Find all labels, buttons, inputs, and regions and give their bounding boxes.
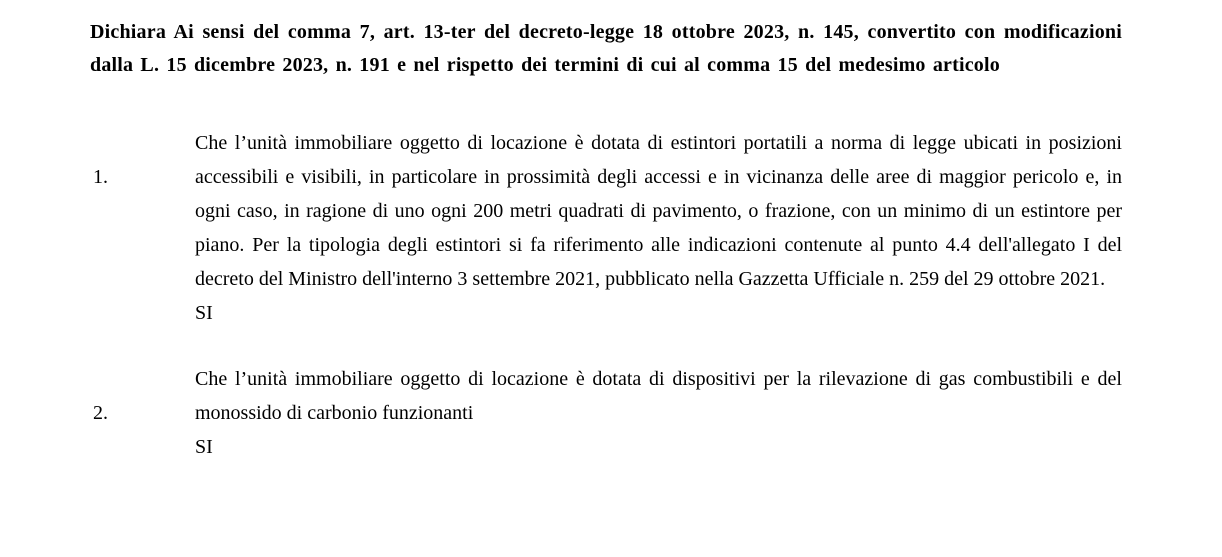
declaration-list <box>90 126 1122 464</box>
declaration-heading: Dichiara Ai sensi del comma 7, art. 13-ter del decreto-legge 18 ottobre 2023, n. 145, convertito con modificazioni dalla L. 15 dicembre 2023, n. 191 e nel rispetto dei termini di cui al comma 15 del medesimo articolo <box>90 21 1122 76</box>
item-text: Che l’unità immobiliare oggetto di locazione è dotata di estintori portatili a norma di legge ubicati in posizioni accessibili e visibili, in particolare in prossimità degli accessi e in vicinanza delle aree di maggior pericolo e, in ogni caso, in ragione di uno ogni 200 metri quadrati di pavimento, o frazione, con un minimo di un estintore per piano. Per la tipologia degli estintori si fa riferimento alle indicazioni contenute al punto 4.4 dell'allegato I del decreto del Ministro dell'interno 3 settembre 2021, pubblicato nella Gazzetta Ufficiale n. 259 del 29 ottobre 2021. <box>195 132 1122 290</box>
item-text: Che l’unità immobiliare oggetto di locazione è dotata di dispositivi per la rilevazione di gas combustibili e del monossido di carbonio funzionanti <box>195 368 1122 424</box>
item-number: 2. <box>93 402 108 424</box>
item-answer: SI <box>195 436 213 458</box>
list-item <box>90 126 1122 330</box>
item-content <box>195 126 1122 330</box>
item-number: 1. <box>93 166 108 188</box>
list-item <box>90 362 1122 464</box>
item-content <box>195 362 1122 464</box>
item-answer: SI <box>195 302 213 324</box>
